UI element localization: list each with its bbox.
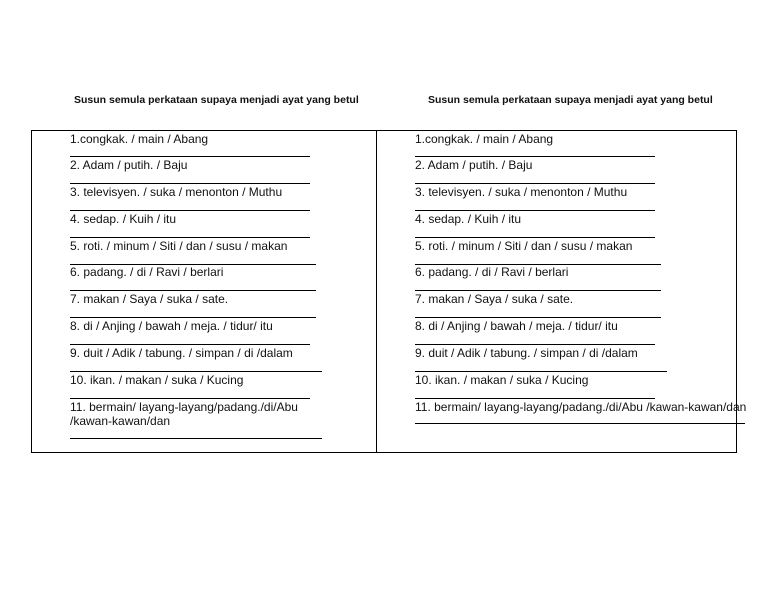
answer-line[interactable] — [70, 156, 310, 157]
exercise-item: 3. televisyen. / suka / menonton / Muthu — [70, 185, 283, 199]
answer-line[interactable] — [70, 371, 322, 372]
exercise-item: 10. ikan. / makan / suka / Kucing — [415, 373, 589, 387]
exercise-item: 2. Adam / putih. / Baju — [415, 158, 533, 172]
column-divider — [376, 131, 377, 452]
exercise-item: 8. di / Anjing / bawah / meja. / tidur/ itu — [70, 319, 273, 333]
answer-line[interactable] — [70, 290, 316, 291]
exercise-item: 11. bermain/ layang-layang/padang./di/Abu /kawan-kawan/dan — [415, 400, 747, 414]
answer-line[interactable] — [415, 344, 655, 345]
answer-line[interactable] — [70, 317, 316, 318]
exercise-item: 3. televisyen. / suka / menonton / Muthu — [415, 185, 628, 199]
worksheet-heading-right: Susun semula perkataan supaya menjadi ayat yang betul — [428, 94, 713, 106]
answer-line[interactable] — [70, 344, 310, 345]
answer-line[interactable] — [415, 210, 655, 211]
answer-line[interactable] — [70, 210, 310, 211]
exercise-item: 6. padang. / di / Ravi / berlari — [70, 265, 224, 279]
answer-line[interactable] — [415, 183, 655, 184]
exercise-item: 6. padang. / di / Ravi / berlari — [415, 265, 569, 279]
exercise-item: 5. roti. / minum / Siti / dan / susu / makan — [415, 239, 633, 253]
worksheet-heading-left: Susun semula perkataan supaya menjadi ayat yang betul — [74, 94, 359, 106]
worksheet-table — [31, 130, 747, 453]
answer-line[interactable] — [415, 156, 655, 157]
answer-line[interactable] — [70, 438, 322, 439]
answer-line[interactable] — [415, 398, 655, 399]
answer-line[interactable] — [70, 183, 310, 184]
exercise-item: 2. Adam / putih. / Baju — [70, 158, 188, 172]
exercise-item: 4. sedap. / Kuih / itu — [70, 212, 177, 226]
answer-line[interactable] — [70, 237, 310, 238]
answer-line[interactable] — [415, 423, 745, 424]
exercise-item: 9. duit / Adik / tabung. / simpan / di /dalam — [70, 346, 293, 360]
exercise-item: 7. makan / Saya / suka / sate. — [70, 292, 229, 306]
exercise-item: 7. makan / Saya / suka / sate. — [415, 292, 574, 306]
exercise-item: 1.congkak. / main / Abang — [70, 132, 209, 146]
exercise-item: 11. bermain/ layang-layang/padang./di/Abu /kawan-kawan/dan — [70, 400, 298, 428]
answer-line[interactable] — [70, 398, 310, 399]
answer-line[interactable] — [415, 317, 661, 318]
exercise-item: 9. duit / Adik / tabung. / simpan / di /dalam — [415, 346, 638, 360]
exercise-item: 10. ikan. / makan / suka / Kucing — [70, 373, 244, 387]
exercise-item: 1.congkak. / main / Abang — [415, 132, 554, 146]
answer-line[interactable] — [415, 237, 655, 238]
answer-line[interactable] — [415, 371, 667, 372]
exercise-item: 8. di / Anjing / bawah / meja. / tidur/ itu — [415, 319, 618, 333]
answer-line[interactable] — [415, 290, 661, 291]
exercise-item: 4. sedap. / Kuih / itu — [415, 212, 522, 226]
exercise-item: 5. roti. / minum / Siti / dan / susu / makan — [70, 239, 288, 253]
